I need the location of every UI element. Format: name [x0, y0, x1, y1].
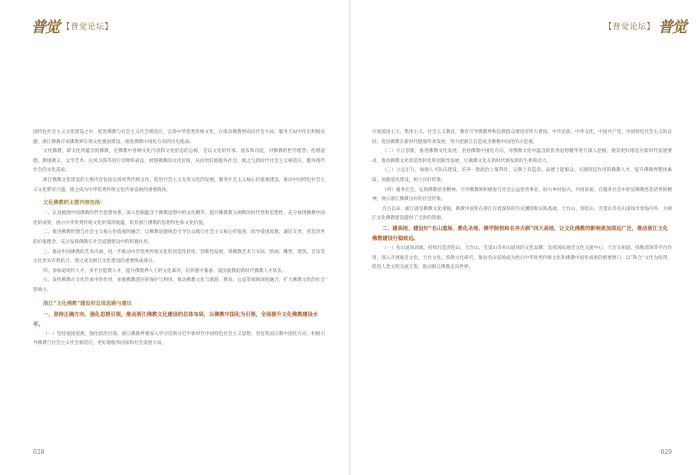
header-brand-left [31, 16, 113, 37]
paragraph: 国特色社会主义文化建设之中，促进佛教与社会主义社会相适应，弘扬中华优秀传统文化，在推动佛教界面向社会大局、服务大局中作出积极贡献，浙江佛教应该佛教界实现文化强国建设、推进佛教中国化方向的历史使命。 [33, 130, 325, 145]
red-heading: 一、坚持正确方向，强化思想引领，推动浙江佛教文化建设的总体布局，以佛教中国化为引领，全面提升文化佛教建设水平。 [33, 311, 318, 328]
puju-logo: 普觉 [31, 18, 60, 36]
puju-logo: 普觉 [657, 18, 686, 36]
paragraph: （四）服务社会，弘扬佛教慈善精神。引导佛教界积极参与社会公益慈善事业，助力乡村振兴、共同富裕，在服务社会中彰显佛教慈悲济世的精神，展示浙江佛教良好的社会形象。 [372, 187, 672, 203]
forum-tag: 【普觉论坛】 [62, 22, 114, 31]
forum-tag: 【普觉论坛】 [603, 22, 655, 31]
red-heading: 二、建高地、建设好“名山道场、教化圣地、佛学院校和名寺古刹”四大高地，让文化佛教的影响更加深远广泛，推动浙江文化佛教建设行稳致远。 [372, 225, 669, 242]
page-number: 029 [660, 449, 672, 456]
page-number: 028 [33, 449, 45, 456]
list-item: 五、发挥佛教在文化传承中的作用，加强佛教遗存的保护与利用，推动佛教文化与旅游、教育、公益等领域深度融合，扩大佛教文化的社会影响力。 [33, 278, 325, 293]
paragraph: 自古以来，浙江就是佛教文化重镇，佛教中国化在浙江有着深厚的历史渊源和实践基础，天台山、普陀山、雪窦山等名山道场享誉海内外，为浙江文化佛教建设提供了宝贵的资源。 [372, 206, 672, 222]
subheading: 文化佛教的主要内容包括： [43, 200, 106, 207]
paragraph: 浙江佛教文化建设的主要内容包括弘扬优秀传统文化，促进社会主义先进文化的发展，服务社会主义核心价值观建设，推动中国特色社会主义文化繁荣兴盛，使之成为中华优秀传统文化传承发展的重要载体。 [33, 177, 325, 193]
right-page [350, 0, 700, 475]
list-item: 二、推进佛教伦理与社会主义核心价值观的融合，以佛教道德规范引导信众践行社会主义核心价值观，倡导爱国爱教、诚信友善、慈悲济世的价值理念，充分发挥佛教在社会道德建设中的积极作用。 [33, 230, 325, 245]
paragraph: 文化佛教，即文化所蕴含的佛教，是佛教中各种文化内容和文化形态的总称，是以文化的传承、流布和功能，对佛教的哲学理念、伦理道德、教规教义、文学艺术、民风习俗等进行诠释和表达，展现佛教的文化价值，从而更好地服务社会，使之与新时代社会主义相适应，服务现代社会的文化需求。 [33, 149, 325, 174]
right-page-body [372, 128, 672, 273]
list-item: 三、推动中国佛教的艺术内涵、进一步推动中华优秀传统文化的创造性转化、创新性发展，将佛教艺术与书法、绘画、雕塑、建筑、音乐等文化形式有机结合，使之成为浙江文化建设的重要组成部分。 [33, 249, 325, 265]
header-brand-right [604, 16, 686, 37]
list-item: 一、认真梳理中国佛教的哲学思想体系，深入挖掘蕴含于佛教思想中的文化精华，提升佛教教义阐释的时代性和思想性，充分体现佛教中国化的成果，展示中华优秀传统文化的深厚底蕴，彰显浙江佛教的思想特色和文化价值。 [33, 211, 325, 226]
list-item: 四、参加道场传人才，多平台能教人才，提升佛教界人士的文化素养，培养德才兼备、爱国爱教的新时代佛教人才队伍。 [43, 268, 287, 274]
paragraph: （一）坚持爱国爱教，强化政治引领。浙江佛教界要深入学习贯彻习近平新时代中国特色社会主义思想，坚持我国宗教中国化方向，积极引导佛教与社会主义社会相适应，更好地服务国家和社会发展大局。 [33, 331, 325, 347]
paragraph: （三）立足正行，加强人才队伍建设。培养一批政治上靠得住、宗教上有造诣、品德上能服众、关键时起作用的佛教人才，提升佛教界整体素质，加强道风建设，树立良好形象。 [372, 168, 672, 183]
section-heading: 浙江“文化佛教”建设的总体思路与建议 [43, 300, 132, 307]
paragraph: （一）名山道场高地。持续打造普陀山、天台山、雪窦山等名山道场的文化品牌，发挥国际观音文化交流中心、天台宗祖庭、弥勒道场等平台作用，深入开展观音文化、天台文化、弥勒文化研究，推动名山道场成为展示中华优秀传统文化和佛教中国化成果的重要窗口，以“和合”文化为纽带，促进人类文明交流互鉴，推动浙江佛教走向世界。 [372, 245, 672, 271]
paragraph: （二）守正创新，推进佛教文化发展。坚持佛教中国化方向，对佛教文化中蕴含的优秀思想精华进行深入挖掘，使其更好地适应新时代发展要求，推动佛教文化创造性转化和创新性发展，让佛教文化在新时代焕发新的生机和活力。 [372, 149, 672, 164]
left-page-body [33, 128, 325, 349]
paragraph: 开展爱国主义、集体主义、社会主义教育，教育引导佛教界和信教群众增进对伟大祖国、中华民族、中华文化、中国共产党、中国特色社会主义的认同，促进佛教在新时代健康传承发展，努力把浙江打造成为佛教中国化的示范地。 [372, 130, 672, 145]
